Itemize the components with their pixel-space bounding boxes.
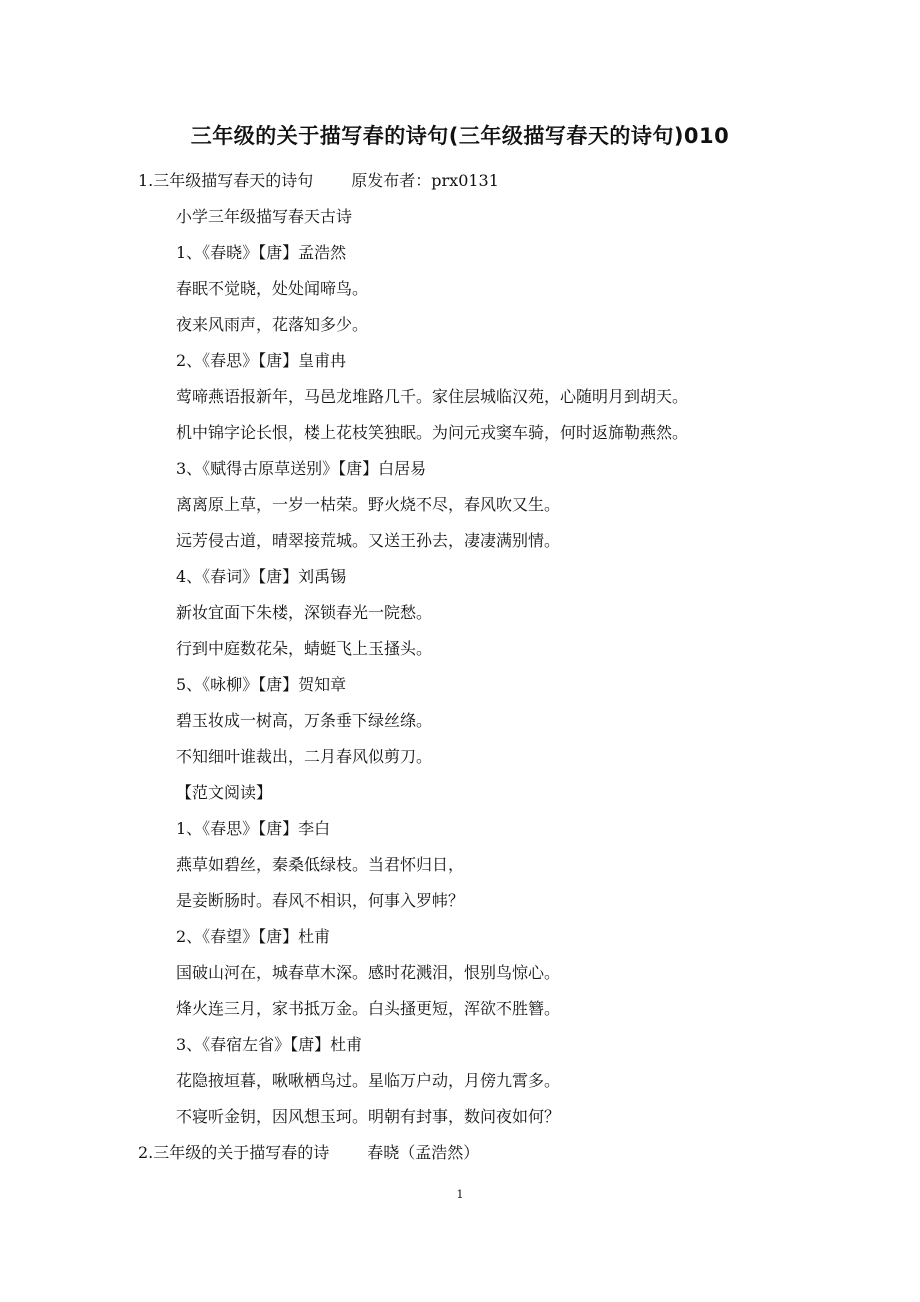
document-title: 三年级的关于描写春的诗句(三年级描写春天的诗句)010 bbox=[190, 124, 730, 148]
page-number: 1 bbox=[456, 1188, 464, 1201]
poem-line: 行到中庭数花朵，蜻蜓飞上玉搔头。 bbox=[176, 639, 433, 658]
poem-line: 烽火连三月，家书抵万金。白头搔更短，浑欲不胜簪。 bbox=[176, 999, 561, 1018]
poem-heading: 4、《春词》【唐】刘禹锡 bbox=[176, 567, 347, 586]
poem-line: 夜来风雨声，花落知多少。 bbox=[176, 315, 369, 334]
section-2-poem: 春晓（孟浩然） bbox=[367, 1143, 480, 1162]
poem-line: 碧玉妆成一树高，万条垂下绿丝绦。 bbox=[176, 711, 433, 730]
poem-line: 离离原上草，一岁一枯荣。野火烧不尽，春风吹又生。 bbox=[176, 495, 561, 514]
poem-heading: 3、《春宿左省》【唐】杜甫 bbox=[176, 1035, 363, 1054]
poem-line: 莺啼燕语报新年，马邑龙堆路几千。家住层城临汉苑，心随明月到胡天。 bbox=[176, 387, 689, 406]
section-1-publisher: 原发布者：prx0131 bbox=[351, 171, 499, 190]
poem-line: 不知细叶谁裁出，二月春风似剪刀。 bbox=[176, 747, 433, 766]
reading-section-label: 【范文阅读】 bbox=[176, 783, 273, 802]
poem-line: 春眠不觉晓，处处闻啼鸟。 bbox=[176, 279, 369, 298]
section-1-heading bbox=[138, 170, 499, 192]
poem-line: 国破山河在，城春草木深。感时花溅泪，恨别鸟惊心。 bbox=[176, 963, 561, 982]
poem-heading: 2、《春思》【唐】皇甫冉 bbox=[176, 351, 347, 370]
poem-line: 是妾断肠时。春风不相识，何事入罗帏？ bbox=[176, 891, 465, 910]
poem-line: 燕草如碧丝，秦桑低绿枝。当君怀归日， bbox=[176, 855, 465, 874]
poem-heading: 5、《咏柳》【唐】贺知章 bbox=[176, 675, 347, 694]
poem-heading: 3、《赋得古原草送别》【唐】白居易 bbox=[176, 459, 427, 478]
subtitle: 小学三年级描写春天古诗 bbox=[176, 207, 353, 226]
poem-line: 远芳侵古道，晴翠接荒城。又送王孙去，凄凄满别情。 bbox=[176, 531, 561, 550]
section-1-label: 1.三年级描写春天的诗句 bbox=[138, 171, 314, 190]
poem-line: 花隐掖垣暮，啾啾栖鸟过。星临万户动，月傍九霄多。 bbox=[176, 1071, 561, 1090]
section-2-label: 2.三年级的关于描写春的诗 bbox=[138, 1143, 330, 1162]
poem-line: 机中锦字论长恨，楼上花枝笑独眠。为问元戎窦车骑，何时返旆勒燕然。 bbox=[176, 423, 689, 442]
poem-heading: 1、《春晓》【唐】孟浩然 bbox=[176, 243, 347, 262]
poem-heading: 2、《春望》【唐】杜甫 bbox=[176, 927, 331, 946]
poem-line: 新妆宜面下朱楼，深锁春光一院愁。 bbox=[176, 603, 433, 622]
poem-line: 不寝听金钥，因风想玉珂。明朝有封事，数问夜如何？ bbox=[176, 1107, 561, 1126]
poem-heading: 1、《春思》【唐】李白 bbox=[176, 819, 331, 838]
section-2-heading bbox=[138, 1142, 479, 1164]
